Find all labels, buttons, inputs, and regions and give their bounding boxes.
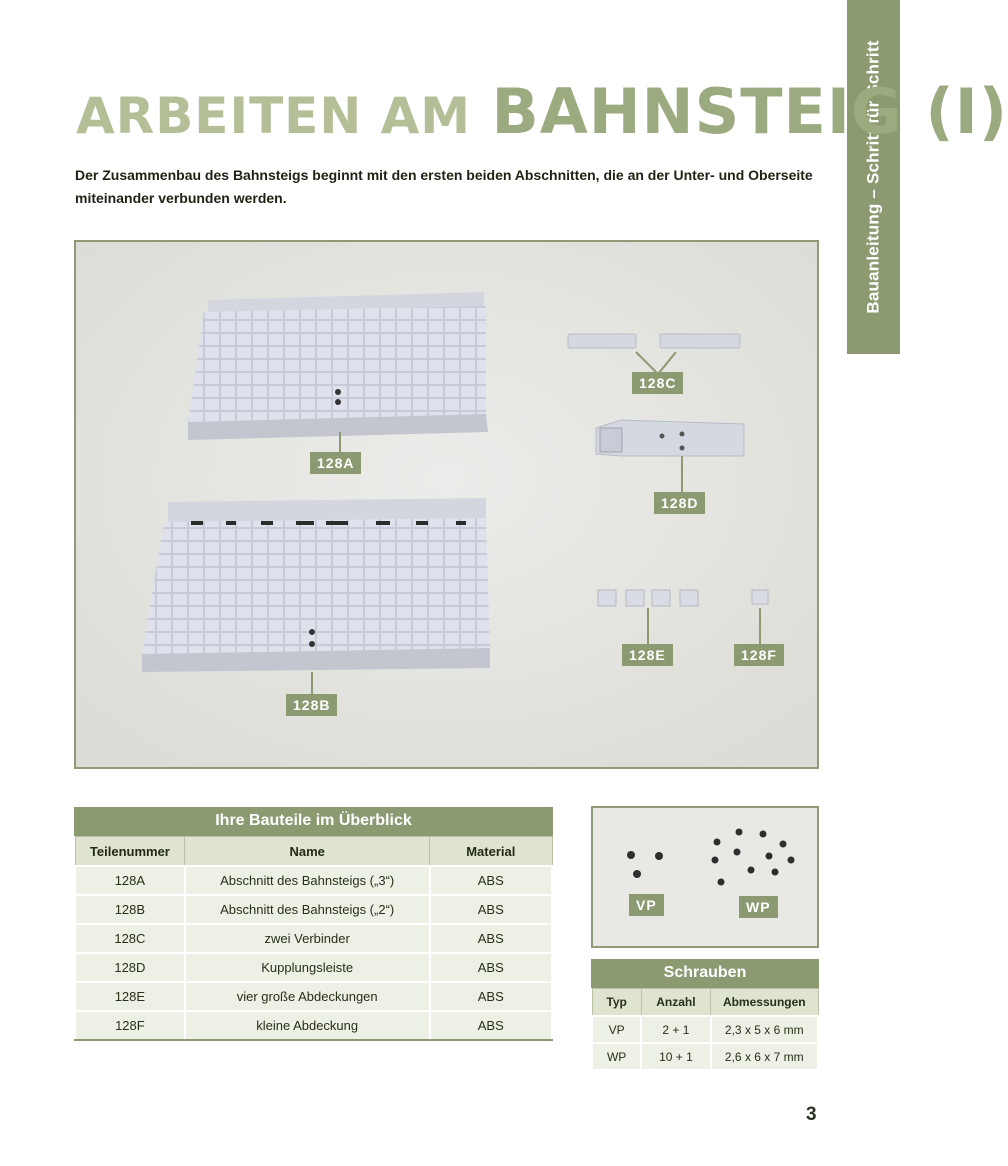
column-header-type: Typ (592, 989, 641, 1017)
parts-illustration (76, 242, 817, 767)
part-material-cell: ABS (430, 895, 552, 924)
parts-table-header-row (75, 837, 552, 867)
label-vp: VP (629, 894, 664, 916)
label-128c: 128C (632, 372, 683, 394)
column-header-count: Anzahl (641, 989, 710, 1017)
screws-table (591, 959, 819, 1071)
part-material-cell: ABS (430, 866, 552, 895)
table-row (75, 1011, 552, 1040)
screw-type-cell: WP (592, 1043, 641, 1070)
column-header-name: Name (185, 837, 430, 867)
table-row (75, 866, 552, 895)
screw-dimensions-cell: 2,3 x 5 x 6 mm (711, 1016, 818, 1043)
screws-table-header-row (592, 989, 818, 1017)
column-header-part-number: Teilenummer (75, 837, 185, 867)
page-number: 3 (806, 1104, 817, 1125)
table-row (75, 924, 552, 953)
screw-count-cell: 10 + 1 (641, 1043, 710, 1070)
label-wp: WP (739, 896, 778, 918)
part-number-cell: 128D (75, 953, 185, 982)
table-row (592, 1016, 818, 1043)
page-title (76, 75, 1008, 148)
table-row (75, 982, 552, 1011)
part-number-cell: 128E (75, 982, 185, 1011)
wp-screws (712, 829, 795, 886)
label-128a: 128A (310, 452, 361, 474)
screw-type-cell: VP (592, 1016, 641, 1043)
title-part-2: BAHNSTEIG (I) (491, 75, 1008, 148)
parts-photo (74, 240, 819, 769)
part-name-cell: Kupplungsleiste (185, 953, 430, 982)
side-tab-label: Bauanleitung – Schritt für Schritt (863, 40, 883, 314)
table-row (592, 1043, 818, 1070)
label-128f: 128F (734, 644, 784, 666)
column-header-material: Material (430, 837, 552, 867)
platform-section-128b (142, 498, 490, 672)
parts-table-caption: Ihre Bauteile im Überblick (74, 807, 553, 836)
parts-table (74, 807, 553, 1041)
screws-illustration (593, 808, 817, 946)
part-material-cell: ABS (430, 1011, 552, 1040)
part-name-cell: Abschnitt des Bahnsteigs („2“) (185, 895, 430, 924)
part-name-cell: vier große Abdeckungen (185, 982, 430, 1011)
part-name-cell: Abschnitt des Bahnsteigs („3“) (185, 866, 430, 895)
table-row (75, 895, 552, 924)
part-number-cell: 128C (75, 924, 185, 953)
column-header-dimensions: Abmessungen (711, 989, 818, 1017)
part-material-cell: ABS (430, 924, 552, 953)
screws-photo (591, 806, 819, 948)
part-material-cell: ABS (430, 982, 552, 1011)
part-name-cell: kleine Abdeckung (185, 1011, 430, 1040)
part-number-cell: 128A (75, 866, 185, 895)
label-128d: 128D (654, 492, 705, 514)
label-128b: 128B (286, 694, 337, 716)
part-name-cell: zwei Verbinder (185, 924, 430, 953)
coupling-bar-128d (596, 420, 744, 456)
screw-count-cell: 2 + 1 (641, 1016, 710, 1043)
screws-table-caption: Schrauben (591, 959, 819, 988)
part-number-cell: 128B (75, 895, 185, 924)
section-side-tab (847, 0, 900, 354)
vp-screws (627, 851, 663, 878)
intro-paragraph: Der Zusammenbau des Bahnsteigs beginnt mit den ersten beiden Abschnitten, die an der Unter- und Oberseite miteinander verbunden werden. (75, 167, 813, 206)
title-part-1: ARBEITEN AM (76, 87, 472, 145)
table-row (75, 953, 552, 982)
cover-128f (752, 590, 768, 604)
platform-section-128a (188, 292, 488, 440)
screw-dimensions-cell: 2,6 x 6 x 7 mm (711, 1043, 818, 1070)
part-material-cell: ABS (430, 953, 552, 982)
label-128e: 128E (622, 644, 673, 666)
part-number-cell: 128F (75, 1011, 185, 1040)
